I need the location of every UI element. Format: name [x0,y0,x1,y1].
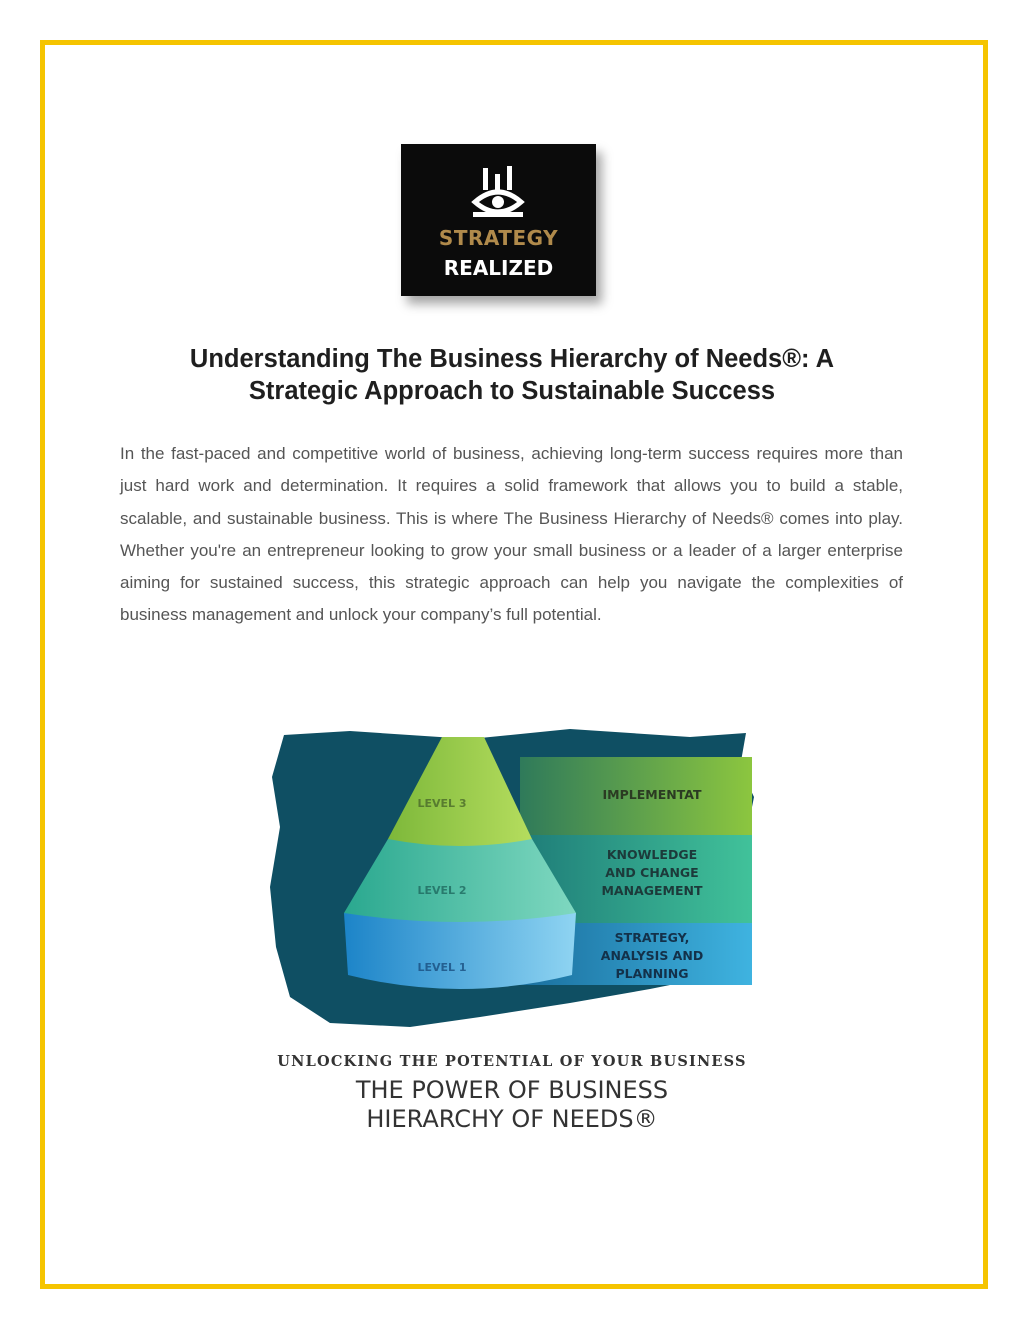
caption-title-line-2: HIERARCHY OF NEEDS® [366,1105,658,1133]
level-1-description-line-3: PLANNING [615,966,689,981]
title-line-1: Understanding The Business Hierarchy of Needs®: A [189,345,835,373]
logo-text-strategy: STRATEGY [438,226,559,250]
caption-title [200,1076,824,1134]
level-2-description-line-1: KNOWLEDGE [606,847,698,862]
strategy-realized-logo [401,144,596,296]
article-title [120,343,904,407]
cone-level-1 [344,913,576,989]
level-2-label: LEVEL 2 [417,884,467,897]
caption-subtitle: UNLOCKING THE POTENTIAL OF YOUR BUSINESS [277,1053,747,1070]
logo-text-realized: REALIZED [443,256,554,280]
level-3-description: IMPLEMENTAT [602,787,702,802]
level-3-label: LEVEL 3 [417,797,467,810]
level-2-description-line-2: AND CHANGE [605,865,699,880]
hierarchy-diagram [270,727,754,1029]
intro-paragraph: In the fast-paced and competitive world of business, achieving long-term success requires more than just hard work and determination. It requires a solid framework that allows you to build a stable, scalable, and sustainable business. This is where The Business Hierarchy of Needs® comes into play. Whether you're an entrepreneur looking to grow your small business or a leader of a larger enterprise aiming for sustained success, this strategic approach can help you navigate the complexities of business management and unlock your company’s full potential. [120,444,903,625]
level-1-description-line-1: STRATEGY, [614,930,690,945]
level-1-description-line-2: ANALYSIS AND [600,948,704,963]
caption-title-line-1: THE POWER OF BUSINESS [355,1076,669,1104]
level-2-description-line-3: MANAGEMENT [601,883,703,898]
level-1-label: LEVEL 1 [417,961,467,974]
building-eye-icon [469,162,527,220]
title-line-2: Strategic Approach to Sustainable Success [248,377,776,405]
